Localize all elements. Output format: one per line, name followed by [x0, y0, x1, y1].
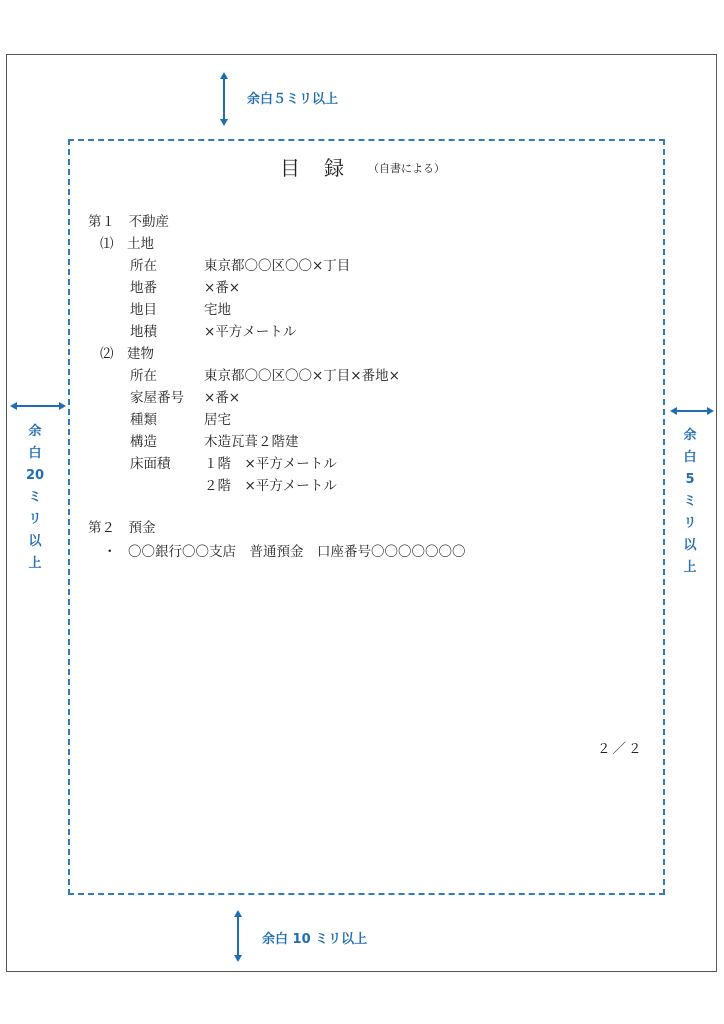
land-value: 東京都〇〇区〇〇×丁目: [204, 258, 351, 274]
building-value: 木造瓦葺２階建: [204, 434, 299, 450]
left-margin-char: 20: [25, 468, 45, 483]
building-label: 床面積: [130, 456, 171, 472]
bottom-margin-label: 余白 10 ミリ以上: [262, 932, 368, 947]
left-margin-arrow-icon: [10, 401, 66, 411]
left-margin-char: 以: [28, 534, 42, 549]
right-margin-char: ミ: [683, 494, 697, 509]
land-label: 地番: [130, 280, 157, 296]
document-subtitle: （自書による）: [368, 162, 445, 175]
building-value: １階 ×平方メートル: [204, 456, 337, 472]
section2-heading: 第２ 預金: [88, 520, 156, 536]
building-heading: ⑵ 建物: [100, 346, 154, 362]
land-label: 所在: [130, 258, 157, 274]
land-value: ×平方メートル: [204, 324, 297, 340]
left-margin-char: リ: [28, 512, 42, 527]
building-value: 東京都〇〇区〇〇×丁目×番地×: [204, 368, 400, 384]
building-label: 種類: [130, 412, 157, 428]
right-margin-char: 以: [683, 538, 697, 553]
right-margin-char: 白: [683, 450, 697, 465]
land-value: ×番×: [204, 280, 241, 296]
building-label: 所在: [130, 368, 157, 384]
land-label: 地目: [130, 302, 157, 318]
page-number: ２／２: [597, 741, 644, 757]
building-label: 構造: [130, 434, 157, 450]
bottom-margin-arrow-icon: [233, 910, 243, 962]
left-margin-char: 上: [28, 556, 42, 571]
right-margin-char: 上: [683, 560, 697, 575]
building-value: ×番×: [204, 390, 241, 406]
left-margin-char: ミ: [28, 490, 42, 505]
land-label: 地積: [130, 324, 157, 340]
right-margin-arrow-icon: [670, 406, 714, 416]
section1-heading: 第１ 不動産: [88, 214, 169, 230]
right-margin-char: リ: [683, 516, 697, 531]
left-margin-label: [24, 421, 46, 575]
title-char: 目: [280, 156, 302, 180]
title-char: 録: [324, 156, 346, 180]
writing-area-boundary: [68, 139, 665, 895]
land-value: 宅地: [204, 302, 231, 318]
document-title: [280, 152, 346, 181]
building-value: ２階 ×平方メートル: [204, 478, 337, 494]
right-margin-char: 5: [685, 472, 695, 487]
left-margin-char: 白: [28, 446, 42, 461]
right-margin-char: 余: [683, 428, 697, 443]
land-heading: ⑴ 土地: [100, 236, 154, 252]
deposit-bullet: ・: [103, 544, 117, 560]
right-margin-label: [679, 425, 701, 579]
building-value: 居宅: [204, 412, 231, 428]
left-margin-char: 余: [28, 424, 42, 439]
top-margin-arrow-icon: [219, 72, 229, 126]
deposit-item: 〇〇銀行〇〇支店 普通預金 口座番号〇〇〇〇〇〇〇: [128, 544, 466, 560]
building-label: 家屋番号: [130, 390, 184, 406]
top-margin-label: 余白５ミリ以上: [247, 92, 339, 107]
